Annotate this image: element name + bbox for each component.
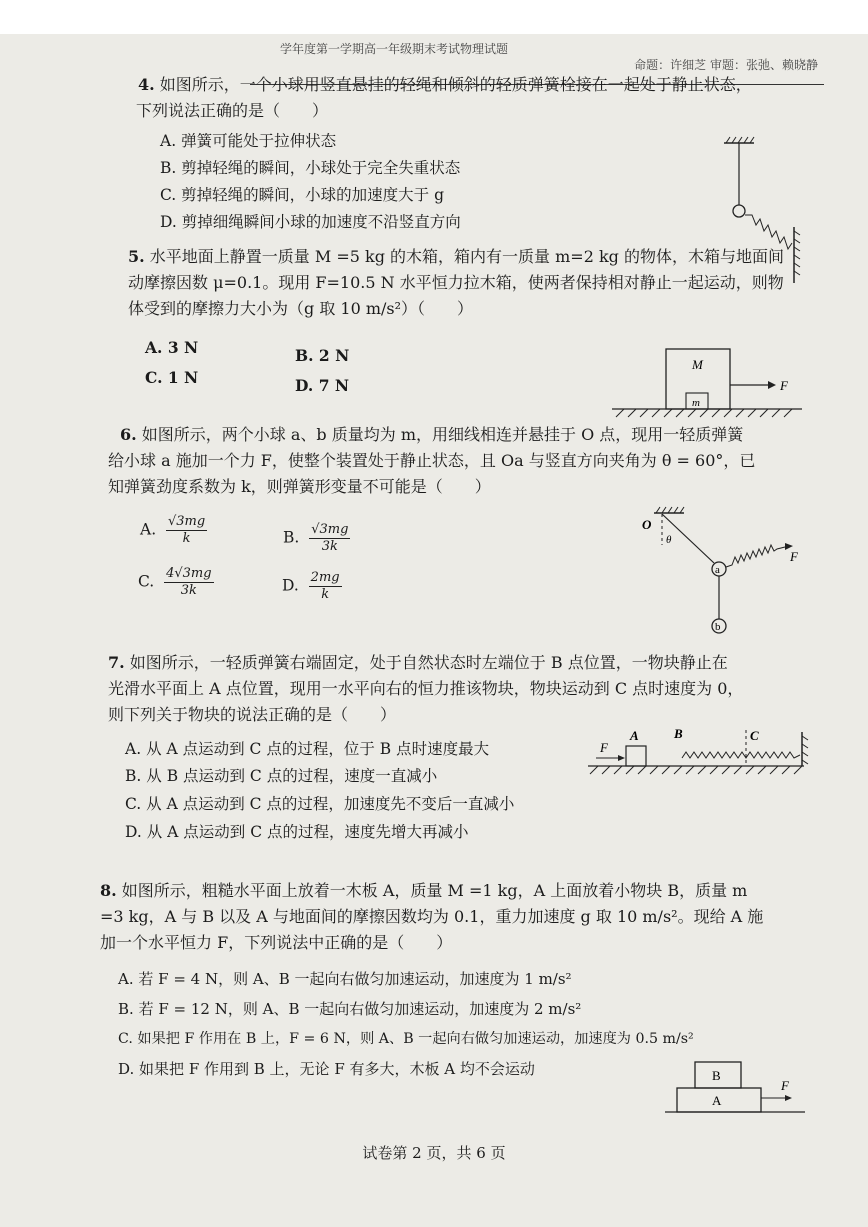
point-c-label: C — [750, 728, 759, 743]
question-8-figure — [665, 1058, 815, 1122]
option-label: C. — [125, 795, 142, 813]
question-8 — [100, 878, 763, 956]
fraction-denominator: k — [321, 587, 330, 602]
option-label: A. — [125, 740, 142, 758]
option-label: A. — [160, 132, 177, 150]
fraction-denominator: 3k — [180, 583, 197, 598]
question-4-option-b[interactable] — [160, 156, 460, 178]
force-label: F — [790, 549, 798, 564]
option-label: C. — [145, 368, 163, 387]
option-label: D. — [295, 376, 314, 395]
option-label: B. — [283, 528, 300, 547]
option-text: 如果把 F 作用在 B 上，F = 6 N，则 A、B 一起向右做匀加速运动，加速度为 0.5 m/s² — [137, 1031, 694, 1047]
question-6 — [108, 422, 756, 500]
question-6-option-b[interactable] — [283, 522, 350, 555]
option-text: 如果把 F 作用到 B 上，无论 F 有多大，木板 A 均不会运动 — [139, 1060, 535, 1078]
force-label: F — [781, 1078, 789, 1093]
option-text: 1 N — [167, 368, 199, 387]
question-stem-line: 体受到的摩擦力大小为（g 取 10 m/s²）（ ） — [128, 299, 474, 318]
option-label: C. — [138, 572, 155, 591]
option-text: 从 A 点运动到 C 点的过程，速度先增大再减小 — [146, 823, 469, 841]
question-number: 4. — [138, 75, 155, 94]
question-6-option-a[interactable] — [140, 514, 207, 547]
question-5-option-c[interactable] — [145, 368, 198, 387]
option-text: 剪掉轻绳的瞬间，小球的加速度大于 g — [181, 186, 445, 204]
question-stem-line: 动摩擦因数 μ=0.1。现用 F=10.5 N 水平恒力拉木箱，使两者保持相对静止一起运动，则物 — [128, 273, 784, 292]
question-stem-line: =3 kg，A 与 B 以及 A 与地面间的摩擦因数均为 0.1，重力加速度 g 取 10 m/s²。现给 A 施 — [100, 907, 764, 926]
question-stem-line: 如图所示，粗糙水平面上放着一木板 A，质量 M =1 kg，A 上面放着小物块 B，质量 m — [121, 881, 748, 900]
option-text: 弹簧可能处于拉伸状态 — [181, 132, 337, 150]
ball-a-label: a — [715, 564, 720, 576]
question-4-option-a[interactable] — [160, 129, 336, 151]
question-7-option-c[interactable] — [125, 792, 514, 814]
option-label: C. — [160, 186, 177, 204]
point-b-label: B — [674, 726, 683, 741]
question-stem-line: 给小球 a 施加一个力 F，使整个装置处于静止状态，且 Oa 与竖直方向夹角为 θ = 60°，已 — [108, 451, 756, 470]
option-fraction — [166, 514, 207, 547]
fraction-numerator: √3mg — [311, 522, 349, 537]
option-text: 从 B 点运动到 C 点的过程，速度一直减小 — [146, 767, 438, 785]
question-stem-line: 如图所示，两个小球 a、b 质量均为 m，用细线相连并悬挂于 O 点，现用一轻质弹簧 — [141, 425, 744, 444]
question-number: 7. — [108, 653, 125, 672]
force-label: F — [780, 378, 788, 393]
question-5-option-d[interactable] — [295, 376, 349, 395]
option-label: A. — [145, 338, 163, 357]
question-stem-line: 下列说法正确的是（ ） — [136, 101, 329, 120]
question-7-option-b[interactable] — [125, 764, 437, 786]
question-5-option-b[interactable] — [295, 346, 349, 365]
option-label: B. — [125, 767, 142, 785]
fraction-numerator: √3mg — [167, 514, 206, 529]
option-text: 从 A 点运动到 C 点的过程，加速度先不变后一直减小 — [146, 795, 515, 813]
fraction-numerator: 2mg — [310, 570, 340, 585]
option-text: 2 N — [318, 346, 350, 365]
fraction-numerator: 4√3mg — [166, 566, 212, 581]
option-fraction — [309, 570, 342, 603]
question-5-figure — [612, 345, 812, 425]
option-text: 7 N — [318, 376, 350, 395]
question-stem-line: 加一个水平恒力 F，下列说法中正确的是（ ） — [100, 933, 453, 952]
question-8-option-c[interactable] — [118, 1028, 694, 1048]
option-text: 若 F = 4 N，则 A、B 一起向右做匀加速运动，加速度为 1 m/s² — [138, 970, 572, 988]
question-7 — [108, 650, 743, 728]
question-7-option-d[interactable] — [125, 820, 469, 842]
question-4 — [138, 72, 752, 124]
option-text: 剪掉轻绳的瞬间，小球处于完全失重状态 — [181, 159, 461, 177]
option-label: D. — [160, 213, 177, 231]
option-label: D. — [282, 576, 299, 595]
question-7-option-a[interactable] — [125, 737, 489, 759]
question-stem-line: 如图所示，一个小球用竖直悬挂的轻绳和倾斜的轻质弹簧栓接在一起处于静止状态， — [159, 75, 752, 94]
option-text: 从 A 点运动到 C 点的过程，位于 B 点时速度最大 — [146, 740, 490, 758]
question-number: 6. — [120, 425, 137, 444]
box-big-label: M — [692, 357, 703, 372]
question-4-option-d[interactable] — [160, 210, 461, 232]
question-5-option-a[interactable] — [145, 338, 198, 357]
question-7-figure — [588, 722, 818, 777]
page-header — [240, 38, 828, 72]
option-label: B. — [295, 346, 314, 365]
fraction-denominator: k — [182, 531, 191, 546]
question-number: 8. — [100, 881, 117, 900]
option-label: D. — [118, 1060, 135, 1078]
box-small-label: m — [692, 397, 700, 409]
option-label: C. — [118, 1031, 133, 1047]
header-authors: 命题：许细芝 审题：张弛、赖晓静 — [634, 58, 818, 72]
question-stem-line: 水平地面上静置一质量 M =5 kg 的木箱，箱内有一质量 m=2 kg 的物体，木箱与地面间 — [149, 247, 785, 266]
fraction-denominator: 3k — [321, 539, 338, 554]
header-title: 学年度第一学期高一年级期末考试物理试题 — [280, 42, 509, 56]
question-8-option-b[interactable] — [118, 998, 581, 1019]
option-label: A. — [118, 970, 134, 988]
option-label: B. — [118, 1000, 134, 1018]
option-fraction — [309, 522, 350, 555]
question-6-figure — [640, 505, 810, 640]
question-number: 5. — [128, 247, 145, 266]
question-stem-line: 光滑水平面上 A 点位置，现用一水平向右的恒力推该物块，物块运动到 C 点时速度为 0， — [108, 679, 744, 698]
option-label: B. — [160, 159, 177, 177]
question-6-option-d[interactable] — [282, 570, 342, 603]
option-text: 剪掉细绳瞬间小球的加速度不沿竖直方向 — [181, 213, 461, 231]
block-bottom-label: A — [712, 1093, 722, 1108]
force-label: F — [600, 740, 608, 755]
option-label: A. — [140, 520, 157, 539]
question-8-option-a[interactable] — [118, 968, 572, 989]
question-4-option-c[interactable] — [160, 183, 444, 205]
angle-label: θ — [666, 534, 672, 546]
option-text: 3 N — [167, 338, 199, 357]
question-stem-line: 如图所示，一轻质弹簧右端固定，处于自然状态时左端位于 B 点位置，一物块静止在 — [129, 653, 728, 672]
block-top-label: B — [712, 1068, 721, 1083]
question-6-option-c[interactable] — [138, 566, 214, 599]
point-a-label: A — [630, 728, 639, 743]
option-text: 若 F = 12 N，则 A、B 一起向右做匀加速运动，加速度为 2 m/s² — [138, 1000, 582, 1018]
question-stem-line: 知弹簧劲度系数为 k，则弹簧形变量不可能是（ ） — [108, 477, 491, 496]
page-footer: 试卷第 2 页，共 6 页 — [362, 1144, 506, 1162]
point-o-label: O — [642, 517, 652, 532]
ball-b-label: b — [715, 621, 721, 633]
option-fraction — [164, 566, 213, 599]
option-label: D. — [125, 823, 142, 841]
question-8-option-d[interactable] — [118, 1058, 535, 1079]
question-stem-line: 则下列关于物块的说法正确的是（ ） — [108, 705, 397, 724]
question-5 — [128, 244, 784, 322]
